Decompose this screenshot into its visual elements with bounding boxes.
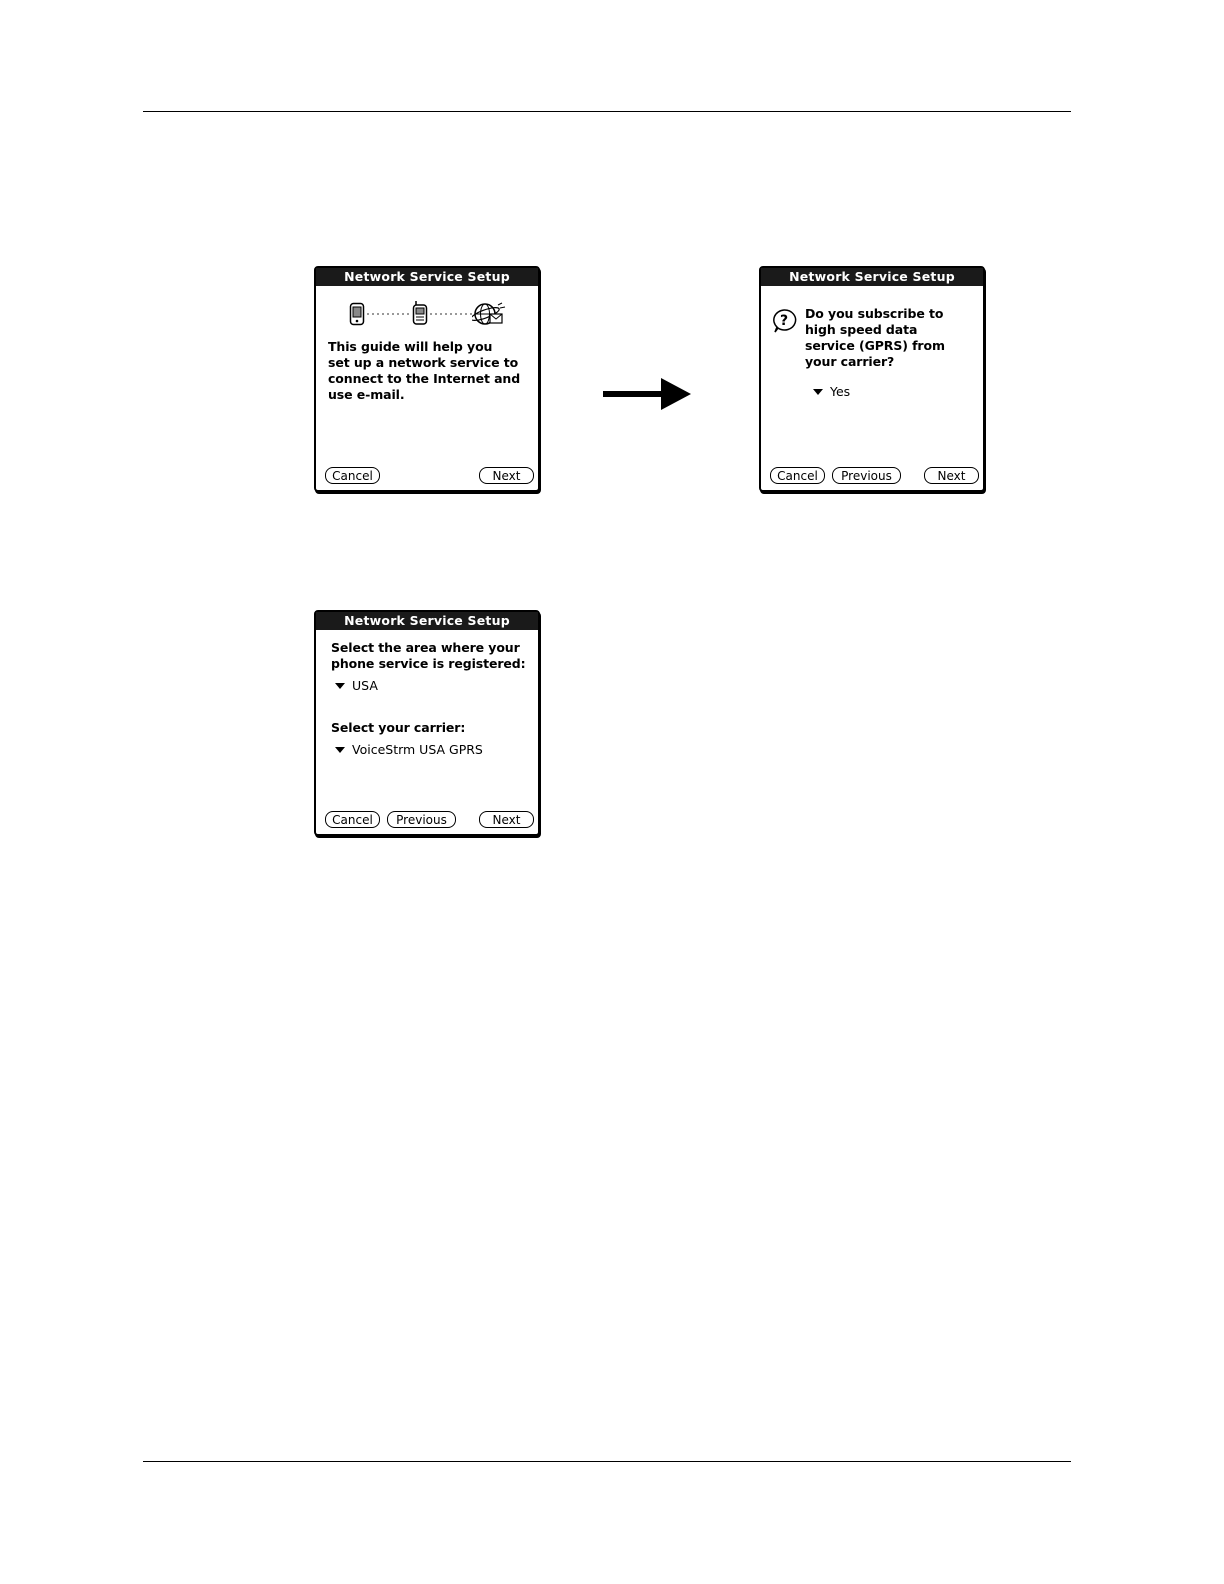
cancel-button[interactable]: Cancel bbox=[325, 467, 380, 484]
arrow-right-icon bbox=[603, 378, 691, 410]
carrier-picker[interactable] bbox=[335, 742, 483, 758]
chevron-down-icon bbox=[335, 683, 345, 689]
chevron-down-icon bbox=[335, 747, 345, 753]
next-button[interactable]: Next bbox=[479, 467, 534, 484]
handheld-icon bbox=[349, 302, 365, 326]
carrier-label: Select your carrier: bbox=[331, 720, 466, 735]
chevron-down-icon bbox=[813, 389, 823, 395]
globe-email-icon bbox=[472, 301, 506, 327]
previous-button[interactable]: Previous bbox=[387, 811, 456, 828]
cancel-button[interactable]: Cancel bbox=[325, 811, 380, 828]
dialog-title: Network Service Setup bbox=[761, 268, 983, 286]
area-label: Select the area where your phone service is registered: bbox=[331, 640, 526, 671]
top-rule bbox=[143, 111, 1071, 112]
svg-text:?: ? bbox=[779, 313, 789, 329]
question-icon bbox=[771, 308, 797, 334]
setup-dialog-intro bbox=[314, 266, 540, 492]
dialog-title: Network Service Setup bbox=[316, 268, 538, 286]
connection-dots-right bbox=[430, 312, 472, 316]
gprs-question: Do you subscribe to high speed data service (GPRS) from your carrier? bbox=[805, 306, 945, 369]
next-button[interactable]: Next bbox=[479, 811, 534, 828]
next-button[interactable]: Next bbox=[924, 467, 979, 484]
phone-icon bbox=[412, 300, 428, 326]
previous-button[interactable]: Previous bbox=[832, 467, 901, 484]
gprs-picker-value: Yes bbox=[830, 384, 851, 399]
setup-dialog-gprs bbox=[759, 266, 985, 492]
carrier-picker-value: VoiceStrm USA GPRS bbox=[352, 742, 483, 757]
area-picker-value: USA bbox=[352, 678, 378, 693]
intro-text: This guide will help you set up a network service to connect to the Internet and use e-mail. bbox=[328, 339, 521, 402]
area-picker[interactable] bbox=[335, 678, 378, 694]
cancel-button[interactable]: Cancel bbox=[770, 467, 825, 484]
dialog-title: Network Service Setup bbox=[316, 612, 538, 630]
gprs-picker[interactable] bbox=[813, 384, 850, 400]
bottom-rule bbox=[143, 1461, 1071, 1462]
setup-dialog-carrier bbox=[314, 610, 540, 836]
connection-dots-left bbox=[367, 312, 411, 316]
